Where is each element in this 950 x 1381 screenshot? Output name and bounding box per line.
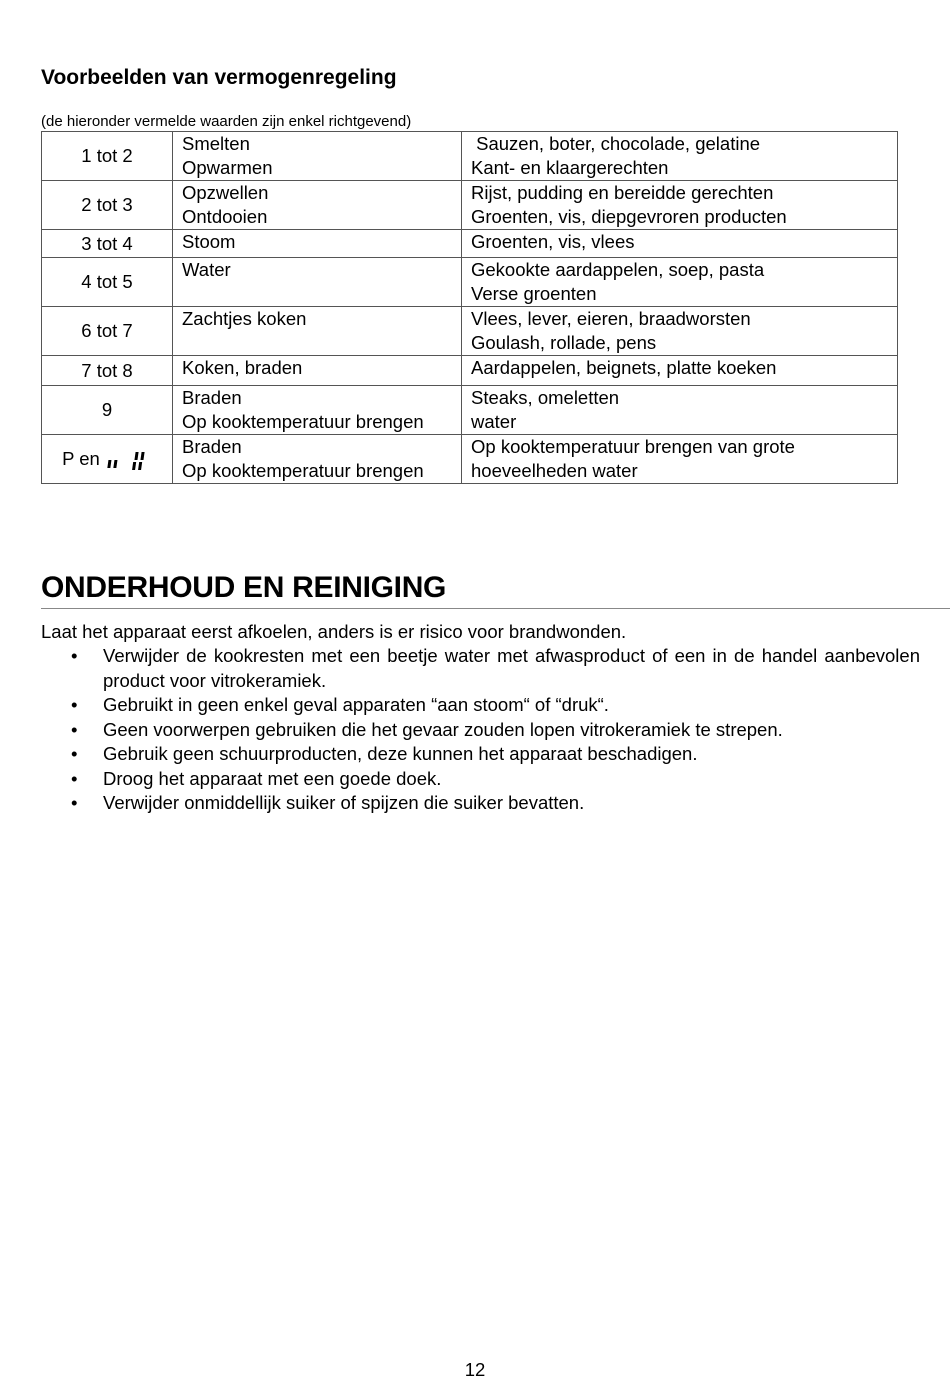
cooking-method: Braden (182, 387, 242, 408)
food-example: Kant- en klaargerechten (471, 157, 669, 178)
power-level: 6 tot 7 (81, 320, 133, 341)
food-examples-cell (462, 356, 898, 386)
list-item (41, 718, 920, 743)
bullet-icon: • (71, 718, 78, 740)
boost-display-icon (106, 449, 152, 471)
power-level-cell (42, 386, 173, 435)
food-examples-cell (462, 307, 898, 356)
cooking-method-cell (173, 132, 462, 181)
food-examples-cell (462, 230, 898, 258)
power-level: 1 tot 2 (81, 145, 133, 166)
list-item (41, 742, 920, 767)
bullet-icon: • (71, 743, 78, 764)
power-level: P en (62, 447, 100, 469)
bullet-icon: • (71, 694, 78, 715)
instruction-text: Droog het apparaat met een goede doek. (103, 767, 442, 789)
instruction-text: Verwijder onmiddellijk suiker of spijzen die suiker bevatten. (103, 792, 585, 813)
cleaning-instructions (41, 644, 920, 816)
cooking-method-cell (173, 386, 462, 435)
power-level: 4 tot 5 (81, 271, 133, 292)
cooking-method-cell (173, 258, 462, 307)
instruction-text: Verwijder de kookresten met een beetje water met afwasproduct of een in de handel aanbevolen product voor vitrokeramiek. (103, 645, 920, 691)
power-level: 3 tot 4 (81, 232, 133, 254)
table-note: (de hieronder vermelde waarden zijn enkel richtgevend) (41, 113, 412, 130)
instruction-text: Gebruikt in geen enkel geval apparaten “aan stoom“ of “druk“. (103, 694, 609, 715)
table-row (42, 356, 898, 386)
food-example: Aardappelen, beignets, platte koeken (471, 357, 777, 378)
food-examples-cell (462, 435, 898, 484)
food-example: Verse groenten (471, 283, 597, 304)
table-row (42, 258, 898, 307)
food-example: hoeveelheden water (471, 460, 638, 481)
table-row (42, 181, 898, 230)
food-example: Groenten, vis, diepgevroren producten (471, 206, 787, 227)
cooking-method-cell (173, 356, 462, 386)
food-examples-cell (462, 258, 898, 307)
power-level: 7 tot 8 (81, 359, 133, 381)
power-level: 9 (101, 399, 113, 420)
cooking-method-cell (173, 230, 462, 258)
cooking-method: Koken, braden (182, 357, 303, 378)
cooking-method: Ontdooien (182, 206, 268, 227)
table-row (42, 435, 898, 484)
cooking-method: Stoom (182, 231, 236, 252)
power-setting-table (41, 131, 898, 484)
power-level-cell (42, 230, 173, 258)
cooking-method: Zachtjes koken (182, 308, 307, 329)
power-level-cell (42, 435, 173, 484)
list-item (41, 644, 920, 693)
food-examples-cell (462, 132, 898, 181)
food-example: Rijst, pudding en bereidde gerechten (471, 182, 774, 203)
power-level: 2 tot 3 (81, 194, 133, 215)
table-row (42, 307, 898, 356)
cooking-method: Op kooktemperatuur brengen (182, 460, 424, 481)
food-example: Groenten, vis, vlees (471, 231, 635, 252)
table-row (42, 132, 898, 181)
page-number: 12 (464, 1359, 486, 1380)
food-examples-cell (462, 386, 898, 435)
list-item (41, 767, 920, 792)
power-level-cell (42, 181, 173, 230)
food-example: water (471, 411, 517, 432)
bullet-icon: • (71, 645, 78, 666)
cooking-method: Smelten (182, 133, 250, 154)
bullet-icon: • (71, 767, 78, 789)
page-heading: ONDERHOUD EN REINIGING (41, 571, 447, 604)
food-example: Sauzen, boter, chocolade, gelatine (471, 133, 761, 154)
cooking-method: Braden (182, 436, 242, 457)
cooking-method-cell (173, 435, 462, 484)
food-example: Gekookte aardappelen, soep, pasta (471, 259, 765, 280)
cooking-method: Opzwellen (182, 182, 269, 203)
table-row (42, 230, 898, 258)
cooking-method-cell (173, 181, 462, 230)
heading-divider (41, 608, 950, 609)
section-title: Voorbeelden van vermogenregeling (41, 66, 397, 89)
power-level-cell (42, 356, 173, 386)
power-level-cell (42, 132, 173, 181)
power-level-cell (42, 258, 173, 307)
cooking-method: Opwarmen (182, 157, 273, 178)
table-row (42, 386, 898, 435)
instruction-text: Geen voorwerpen gebruiken die het gevaar zouden lopen vitrokeramiek te strepen. (103, 718, 783, 740)
food-example: Vlees, lever, eieren, braadworsten (471, 308, 751, 329)
bullet-icon: • (71, 792, 78, 813)
cooking-method: Op kooktemperatuur brengen (182, 411, 424, 432)
instruction-text: Gebruik geen schuurproducten, deze kunnen het apparaat beschadigen. (103, 743, 698, 764)
cooking-method-cell (173, 307, 462, 356)
list-item (41, 791, 920, 816)
list-item (41, 693, 920, 718)
food-example: Op kooktemperatuur brengen van grote (471, 436, 795, 457)
intro-text: Laat het apparaat eerst afkoelen, anders is er risico voor brandwonden. (41, 621, 627, 642)
food-example: Goulash, rollade, pens (471, 332, 657, 353)
food-example: Steaks, omeletten (471, 387, 620, 408)
cooking-method: Water (182, 259, 231, 280)
food-examples-cell (462, 181, 898, 230)
power-level-cell (42, 307, 173, 356)
